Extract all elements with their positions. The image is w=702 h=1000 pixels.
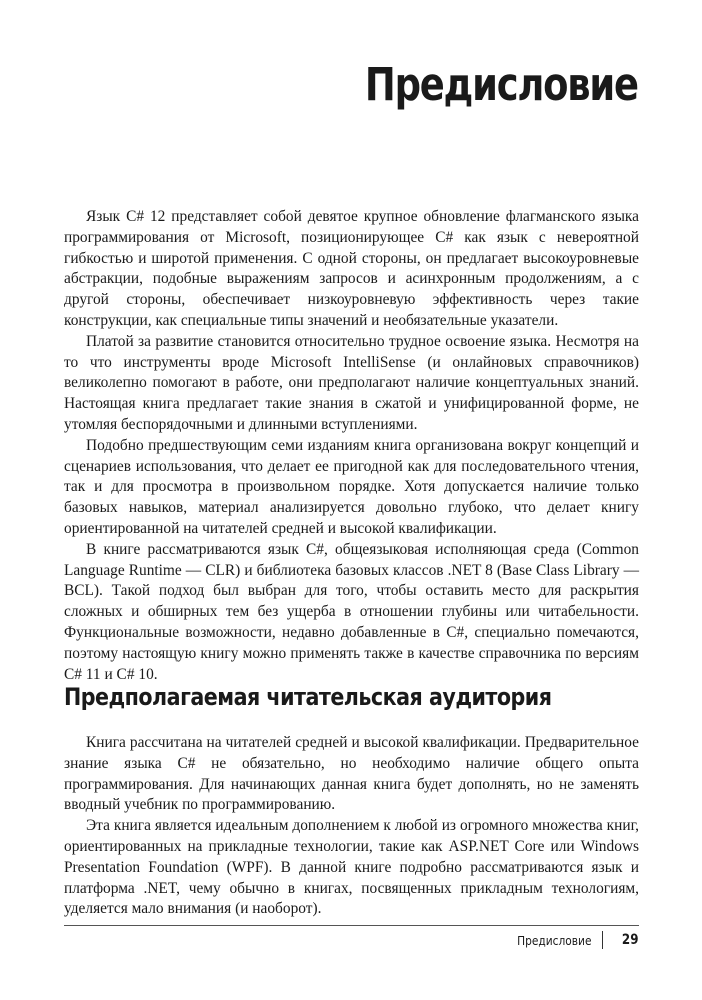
intro-text <box>64 207 639 685</box>
footer-rule <box>64 925 639 926</box>
section-paragraph-1: Книга рассчитана на читателей средней и высокой квалификации. Предварительное знание языка C# не обязательно, но необходимо наличие общего опыта программирования. Для начинающих данная книга будет дополнять, но не заменять вводный учебник по программированию. <box>64 734 639 814</box>
intro-paragraph-3: Подобно предшествующим семи изданиям книга организована вокруг концепций и сценариев использования, что делает ее пригодной как для последовательного чтения, так и для просмотра в произвольном порядке. Хотя допускается наличие только базовых навыков, материал анализируется довольно глубоко, что делает книгу ориентированной на читателей средней и высокой квалификации. <box>64 436 639 537</box>
intro-paragraph-2: Платой за развитие становится относительно трудное освоение языка. Несмотря на то что инструменты вроде Microsoft IntelliSense (и онлайновых справочников) великолепно помогают в работе, они предполагают наличие концептуальных знаний. Настоящая книга предлагает такие знания в сжатой и унифицированной форме, не утомляя беспорядочными и длинными вступлениями. <box>64 332 639 433</box>
page-footer <box>504 930 638 950</box>
intro-paragraph-4: В книге рассматриваются язык C#, общеязыковая исполняющая среда (Common Language Runtime — CLR) и библиотека базовых классов .NET 8 (Base Class Library — BCL). Такой подход был выбран для того, чтобы оставить место для раскрытия сложных и обширных тем без ущерба в отношении глубины или читабельности. Функциональные возможности, недавно добавленные в C#, специально помечаются, поэтому настоящую книгу можно применять также в качестве справочника по версиям C# 11 и C# 10. <box>64 540 639 683</box>
section-text <box>64 733 639 920</box>
running-title: Предисловие <box>517 932 592 948</box>
footer-divider <box>602 931 603 949</box>
section-heading: Предполагаемая читательская аудитория <box>64 683 552 711</box>
section-paragraph-2: Эта книга является идеальным дополнением к любой из огромного множества книг, ориентированных на прикладные технологии, такие как ASP.NET Core или Windows Presentation Foundation (WPF). В данной книге подробно рассматриваются язык и платформа .NET, чему обычно в книгах, посвященных прикладным технологиям, уделяется мало внимания (и наоборот). <box>64 817 639 918</box>
intro-paragraph-1: Язык C# 12 представляет собой девятое крупное обновление флагманского языка программирования от Microsoft, позиционирующее C# как язык с невероятной гибкостью и широтой применения. С одной стороны, он предлагает высокоуровневые абстракции, подобные выражениям запросов и асинхронным продолжениям, а с другой стороны, обеспечивает низкоуровневую эффективность через такие конструкции, как специальные типы значений и необязательные указатели. <box>64 208 639 329</box>
chapter-title: Предисловие <box>365 58 638 111</box>
page-number: 29 <box>621 932 638 948</box>
